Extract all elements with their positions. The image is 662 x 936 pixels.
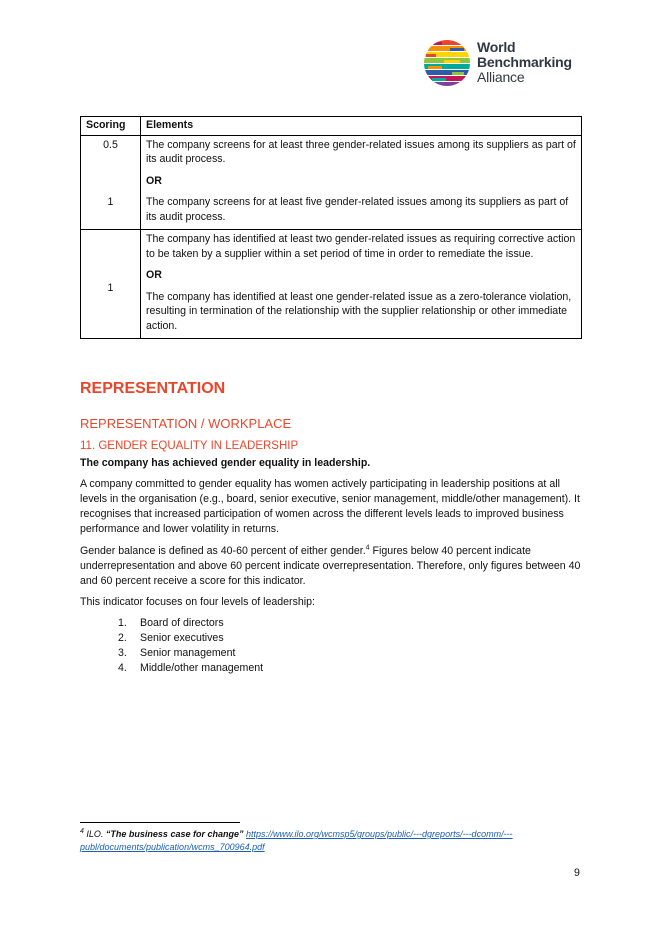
logo-line-2: Benchmarking — [477, 54, 572, 70]
element-text: The company has identified at least two gender-related issues as requiring corrective action to be taken by a supplier within a set period of time in order to remediate the issue. — [146, 233, 576, 260]
section-title: REPRESENTATION — [80, 380, 226, 397]
table-row — [81, 135, 582, 230]
indicator-title: 11. GENDER EQUALITY IN LEADERSHIP — [80, 440, 299, 452]
logo-line-1: World — [477, 39, 516, 55]
footnote-source: ILO. — [83, 829, 106, 839]
list-number: 3. — [118, 647, 127, 659]
footnote-link[interactable]: https://www.ilo.org/wcmsp5/groups/public/---dgreports/---dcomm/---publ/documents/publication/wcms_700964.pdf — [80, 829, 513, 852]
score-value: 1 — [107, 282, 114, 294]
score-value: 0.5 — [103, 138, 118, 151]
footnote — [80, 828, 582, 854]
scoring-table — [80, 116, 582, 339]
wba-logo — [422, 38, 592, 90]
list-label: Middle/other management — [140, 662, 264, 674]
list-label: Senior management — [140, 647, 236, 659]
table-header-row — [81, 117, 582, 136]
or-label: OR — [146, 174, 162, 187]
list-item — [118, 631, 263, 646]
list-number: 1. — [118, 617, 127, 629]
score-cell — [81, 135, 141, 230]
list-item — [118, 661, 263, 676]
logo-line-3: Alliance — [477, 69, 525, 85]
footnote-title: “The business case for change” — [105, 829, 244, 839]
paragraph-2-end: Figures below 40 percent indicate underrepresentation and above 60 percent indicate overrepresentation. Therefore, only figures between 40 and 60 percent receive a score for this indicator. — [80, 545, 581, 587]
paragraph-2-start: Gender balance is defined as 40-60 percent of either gender. — [80, 545, 366, 557]
element-text: The company has identified at least one gender-related issue as a zero-tolerance violation, resulting in termination of the relationship with the supplier relationship or other immediate action. — [146, 290, 572, 332]
table-row — [81, 230, 582, 339]
score-cell — [81, 230, 141, 339]
section-subtitle: REPRESENTATION / WORKPLACE — [80, 416, 292, 431]
or-label: OR — [146, 269, 162, 281]
list-number: 2. — [118, 632, 127, 644]
elements-cell — [141, 135, 582, 230]
list-label: Board of directors — [140, 617, 224, 629]
elements-cell — [141, 230, 582, 339]
indicator-lead: The company has achieved gender equality in leadership. — [80, 457, 371, 469]
paragraph-1: A company committed to gender equality has women actively participating in leadership positions at all levels in the organisation (e.g., board, senior executive, senior management, middle/other management). It recognises that increased participation of women across the different levels leads to improved business performance and lower volatility in returns. — [80, 478, 580, 535]
list-number: 4. — [118, 662, 127, 674]
list-item — [118, 646, 263, 661]
footnote-number: 4 — [80, 828, 84, 835]
element-text: The company screens for at least five gender-related issues among its suppliers as part of its audit process. — [146, 196, 569, 223]
header-scoring: Scoring — [81, 117, 141, 136]
element-text: The company screens for at least three gender-related issues among its suppliers as part of its audit process. — [146, 138, 576, 165]
footnote-ref[interactable]: 4 — [365, 544, 370, 552]
list-item — [118, 616, 263, 631]
wba-globe-icon — [422, 38, 472, 88]
score-value: 1 — [107, 196, 114, 208]
leadership-levels-list — [118, 616, 263, 676]
paragraph-2 — [80, 544, 582, 589]
header-elements: Elements — [141, 117, 582, 136]
page-number: 9 — [574, 867, 580, 879]
footnote-divider — [80, 822, 240, 823]
paragraph-3: This indicator focuses on four levels of leadership: — [80, 596, 315, 608]
list-label: Senior executives — [140, 632, 224, 644]
